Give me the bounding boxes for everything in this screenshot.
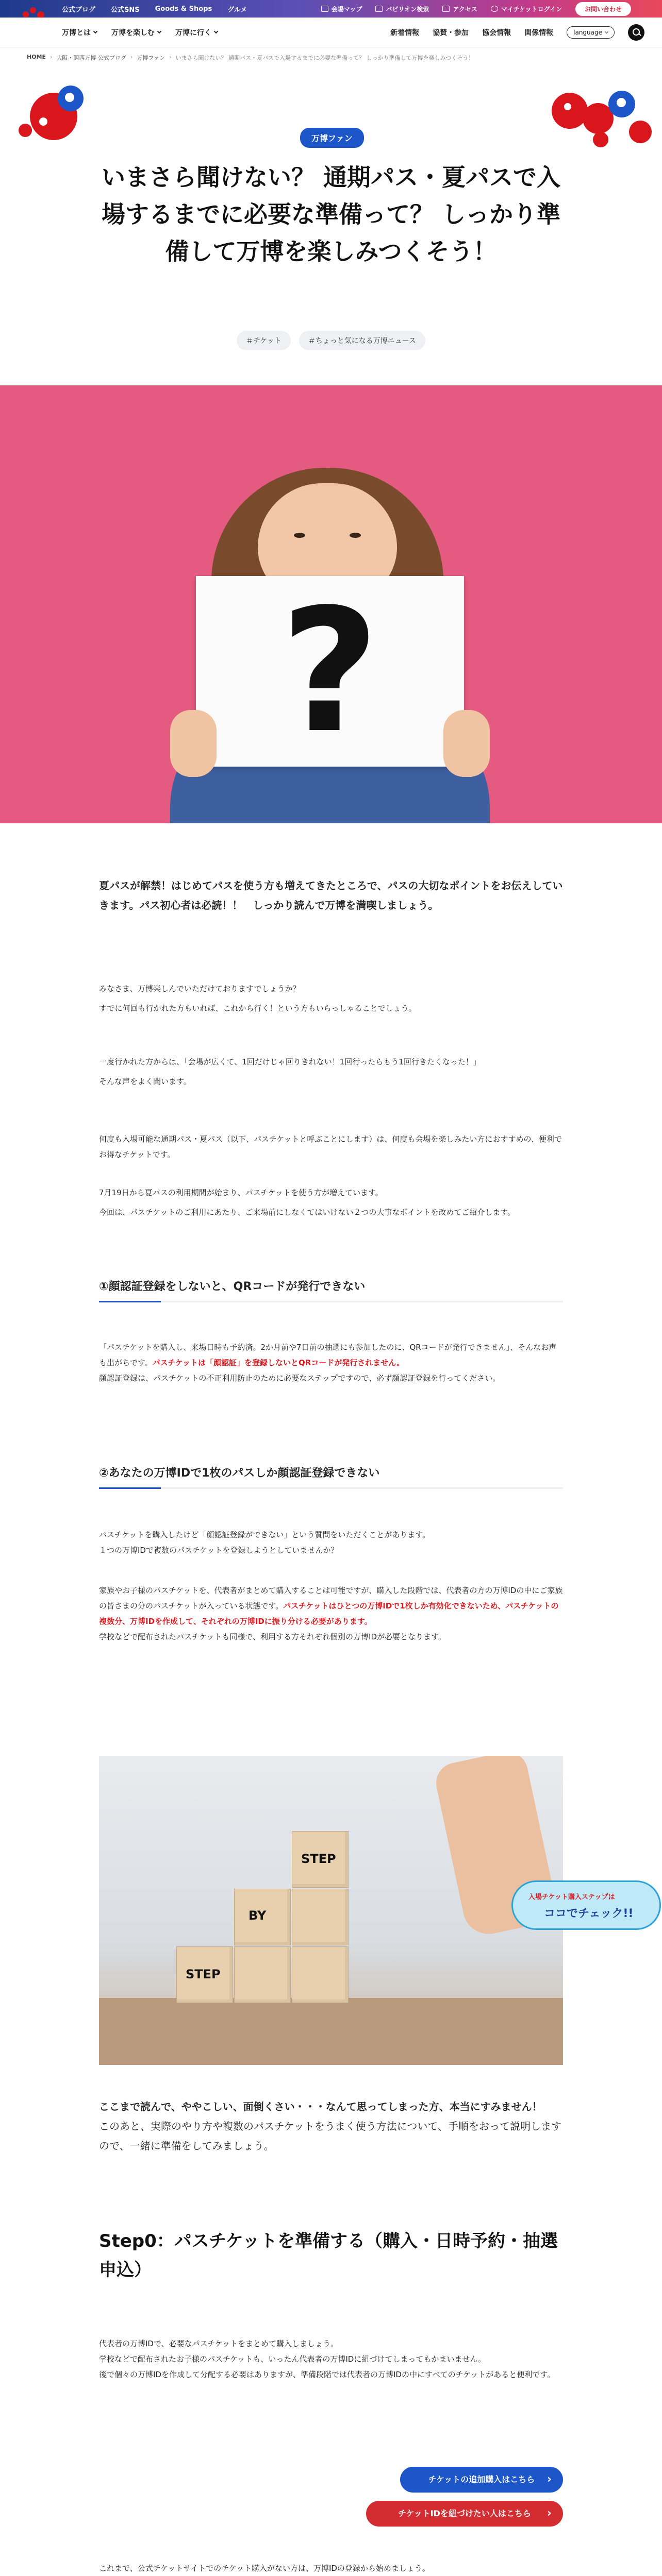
paragraph: パスチケットを購入したけど「顔認証登録ができない」という質問をいただくことがあります。: [99, 1530, 431, 1539]
paragraph: 学校などで配布されたパスチケットも同様で、利用する方それぞれ個別の万博IDが必要となります。: [99, 1632, 446, 1641]
block-word: STEP: [301, 1852, 336, 1866]
utility-link-blog[interactable]: 公式ブログ: [62, 6, 96, 14]
utility-link-gourmet[interactable]: グルメ: [227, 6, 247, 14]
access-link[interactable]: [442, 5, 477, 13]
nav-enjoy-expo[interactable]: [111, 27, 161, 38]
step-by-step-image: [99, 1756, 563, 2065]
language-label: language: [573, 29, 602, 36]
nav-sponsors[interactable]: 協賛・参加: [433, 29, 469, 37]
tag-ticket[interactable]: ＃チケット: [237, 331, 291, 350]
paragraph: 後で個々の万博IDを作成して分配する必要はありますが、準備段階では代表者の万博IDの中にすべてのチケットがあると便利です。: [99, 2370, 555, 2379]
additional-ticket-button[interactable]: チケットの追加購入はこちら ›: [400, 2467, 563, 2493]
nav-news[interactable]: 新着情報: [390, 29, 420, 37]
section-body-one-pass: [99, 1527, 563, 1558]
breadcrumb: HOME › 大阪・関西万博 公式ブログ › 万博ファン › いまさら聞けない？ 通期パス・夏パスで入場するまでに必要な準備って？ しっかり準備して万博を楽しみつくそう！: [27, 54, 474, 61]
nav-enjoy-expo-label: 万博を楽しむ: [111, 29, 155, 37]
search-icon[interactable]: [628, 24, 644, 41]
language-select[interactable]: [567, 26, 615, 39]
page-title: いまさら聞けない？ 通期パス・夏パスで入場するまでに必要な準備って？ しっかり準備して万博を楽しみつくそう！: [101, 163, 560, 265]
breadcrumb-current: いまさら聞けない？ 通期パス・夏パスで入場するまでに必要な準備って？ しっかり準備して万博を楽しみつくそう！: [175, 55, 474, 61]
paragraph: 今回は、パスチケットのご利用にあたり、ご来場前にしなくてはいけない２つの大事なポイントを改めてご紹介します。: [99, 1208, 516, 1217]
paragraph: 何度も入場可能な通期パス・夏パス（以下、パスチケットと呼ぶことにします）は、何度も会場を楽しみたい方におすすめの、便利でお得なチケットです。: [99, 1134, 562, 1159]
pavilion-search-label: パビリオン検索: [386, 5, 429, 13]
highlight-text: パスチケットはひとつの万博IDで1枚しか有効化できないため、パスチケットの複数分、万博IDを作成して、それぞれの万博IDに振り分ける必要があります。: [99, 1601, 559, 1626]
contact-button[interactable]: お問い合わせ: [575, 2, 631, 16]
user-icon: [491, 6, 498, 12]
my-ticket-login-link[interactable]: [491, 5, 562, 13]
question-mark-sign: ?: [196, 576, 464, 767]
train-icon: [442, 6, 450, 12]
section-body-one-pass-2: [99, 1583, 563, 1645]
link-ticket-id-button[interactable]: チケットIDを紐づけたい人はこちら ›: [366, 2501, 563, 2527]
paragraph: みなさま、万博楽しんでいただけておりますでしょうか？: [99, 984, 301, 993]
paragraph: これまで、公式チケットサイトでのチケット購入がない方は、万博IDの登録から始めましょう。: [99, 2564, 430, 2573]
pavilion-icon: [375, 6, 383, 12]
paragraph: 代表者の万博IDで、必要なパスチケットをまとめて購入しましょう。: [99, 2339, 339, 2348]
access-label: アクセス: [453, 5, 477, 13]
block-word: STEP: [186, 1967, 221, 1981]
tag-expo-news[interactable]: ＃ちょっと気になる万博ニュース: [299, 331, 425, 350]
nav-go-to-expo-label: 万博に行く: [175, 29, 211, 37]
utility-link-sns[interactable]: 公式SNS: [111, 6, 140, 14]
hero-image: [0, 385, 662, 823]
section-body-face-auth: [99, 1340, 563, 1386]
nav-about-expo-label: 万博とは: [62, 29, 91, 37]
paragraph: 7月19日から夏パスの利用期間が始まり、パスチケットを使う方が増えています。: [99, 1188, 383, 1197]
highlight-text: パスチケットは「顔認証」を登録しないとQRコードが発行されません。: [152, 1358, 405, 1367]
lead-paragraph: 夏パスが解禁！はじめてパスを使う方も増えてきたところで、パスの大切なポイントをお伝えしていきます。パス初心者は必読！！ しっかり読んで万博を満喫しましょう。: [99, 879, 563, 911]
section-heading-face-auth: ①顔認証登録をしないと、QRコードが発行できない: [99, 1278, 563, 1302]
paragraph: このあと、実際のやり方や複数のパスチケットをうまく使う方法について、手順をおって説明しますので、一緒に準備をしてみましょう。: [99, 2120, 561, 2152]
section-heading-one-pass: ②あなたの万博IDで1枚のパスしか顔認証登録できない: [99, 1464, 563, 1489]
transition-paragraph: [99, 2097, 563, 2156]
nav-go-to-expo[interactable]: [175, 27, 218, 38]
chevron-down-icon: [93, 29, 97, 33]
paragraph: すでに何回も行かれた方もいれば、これから行く！という方もいらっしゃることでしょう。: [99, 1004, 417, 1013]
utility-link-goods[interactable]: Goods & Shops: [155, 5, 212, 13]
block-word: BY: [249, 1908, 267, 1923]
paragraph: 一度行かれた方からは、「会場が広くて、1回だけじゃ回りきれない！1回行ったらもう1回行きたくなった！」: [99, 1057, 481, 1066]
chevron-down-icon: [605, 30, 608, 33]
paragraph: 顔認証登録は、パスチケットの不正利用防止のために必要なステップですので、必ず顔認証登録を行ってください。: [99, 1374, 501, 1383]
top-utility-bar: [0, 0, 662, 18]
pavilion-search-link[interactable]: [375, 5, 429, 13]
nav-related[interactable]: 関係情報: [524, 29, 554, 37]
banner-line-1: 入場チケット購入ステップは: [528, 1893, 615, 1901]
paragraph: ここまで読んで、ややこしい、面倒くさい・・・なんて思ってしまった方、本当にすみません！: [99, 2100, 542, 2113]
paragraph: 学校などで配布されたお子様のパスチケットも、いったん代表者の万博IDに紐づけてしまってもかまいません。: [99, 2354, 486, 2364]
paragraph: そんな声をよく聞います。: [99, 1077, 191, 1086]
ticket-steps-banner[interactable]: [511, 1880, 661, 1930]
chevron-down-icon: [214, 29, 218, 33]
my-ticket-login-label: マイチケットログイン: [501, 5, 562, 13]
map-icon: [321, 6, 328, 12]
chevron-down-icon: [157, 29, 161, 33]
breadcrumb-category[interactable]: 万博ファン: [137, 55, 166, 61]
utility-right-links: [321, 0, 631, 18]
category-badge[interactable]: 万博ファン: [300, 128, 364, 148]
paragraph: 家族やお子様のパスチケットを、代表者がまとめて購入することは可能ですが、購入した段階では、代表者の方の万博IDの中にご家族の皆さまの分のパスチケットが入っている状態です。: [99, 1586, 563, 1611]
nav-association[interactable]: 協会情報: [482, 29, 511, 37]
venue-map-label: 会場マップ: [331, 5, 362, 13]
venue-map-link[interactable]: [321, 5, 362, 13]
breadcrumb-home[interactable]: HOME: [27, 54, 46, 60]
paragraph: １つの万博IDで複数のパスチケットを登録しようとしていませんか？: [99, 1546, 339, 1555]
paragraph: 「パスチケットを購入し、来場日時も予約済。2か月前や7日前の抽選にも参加したのに、QRコードが発行できません」、そんなお声も出がちです。: [99, 1343, 557, 1367]
main-nav: [0, 18, 662, 47]
utility-links: [62, 0, 247, 18]
tag-list: [0, 331, 662, 350]
breadcrumb-blog[interactable]: 大阪・関西万博 公式ブログ: [56, 55, 126, 61]
banner-line-2: ココでチェック!!: [544, 1907, 634, 1920]
nav-about-expo[interactable]: [62, 27, 97, 38]
step0-body: [99, 2336, 563, 2382]
step0-heading: Step0：パスチケットを準備する（購入・日時予約・抽選申込）: [99, 2231, 558, 2280]
